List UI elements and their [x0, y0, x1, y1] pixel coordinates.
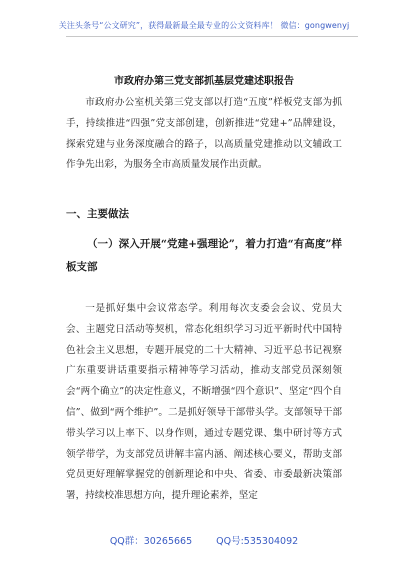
header-divider [66, 36, 358, 37]
footer-qq-group: QQ群：30265665 [109, 536, 193, 547]
subsection-body-paragraph: 一是抓好集中会议常态学。利用每次支委会会议、党员大会、主题党日活动等契机，常态化组织学习习近平新时代中国特色社会主义思想，专题开展党的二十大精神、习近平总书记视察广东重要讲话重要指示精神等学习活动，推动支部党员深刻领会“两个确立”的决定性意义，不断增强“四个意识”、坚定“四个自信”、做到“两个维护”。二是抓好领导干部带头学。支部领导干部带头学习以上率下、以身作则，通过专题党课、集中研讨等方式领学带学，为支部党员讲解丰富内涵、阐述核心要义，帮助支部党员更好理解掌握党的创新理论和中央、省委、市委最新决策部署，持续校准思想方向，提升理论素养，坚定 [66, 303, 342, 502]
intro-paragraph: 市政府办公室机关第三党支部以打造“五度”样板党支部为抓手，持续推进“四强”党支部创建，创新推进“党建+”品牌建设，探索党建与业务深度融合的路子，以高质量党建推动以文辅政工作争先出彩，为服务全市高质量发展作出贡献。 [66, 97, 342, 171]
footer-qq-number: QQ号:535304092 [216, 536, 299, 547]
subsection-heading-theory: （一）深入开展“党建+强理论”，着力打造“有高度”样板支部 [66, 238, 342, 273]
section-heading-main-practices: 一、主要做法 [66, 208, 129, 220]
document-title: 市政府办第三党支部抓基层党建述职报告 [114, 76, 294, 87]
footer-contact [0, 533, 408, 547]
header-banner: 关注头条号“公文研究”，获得最新最全最专业的公文资料库！ 微信：gongwenyj [58, 21, 350, 30]
